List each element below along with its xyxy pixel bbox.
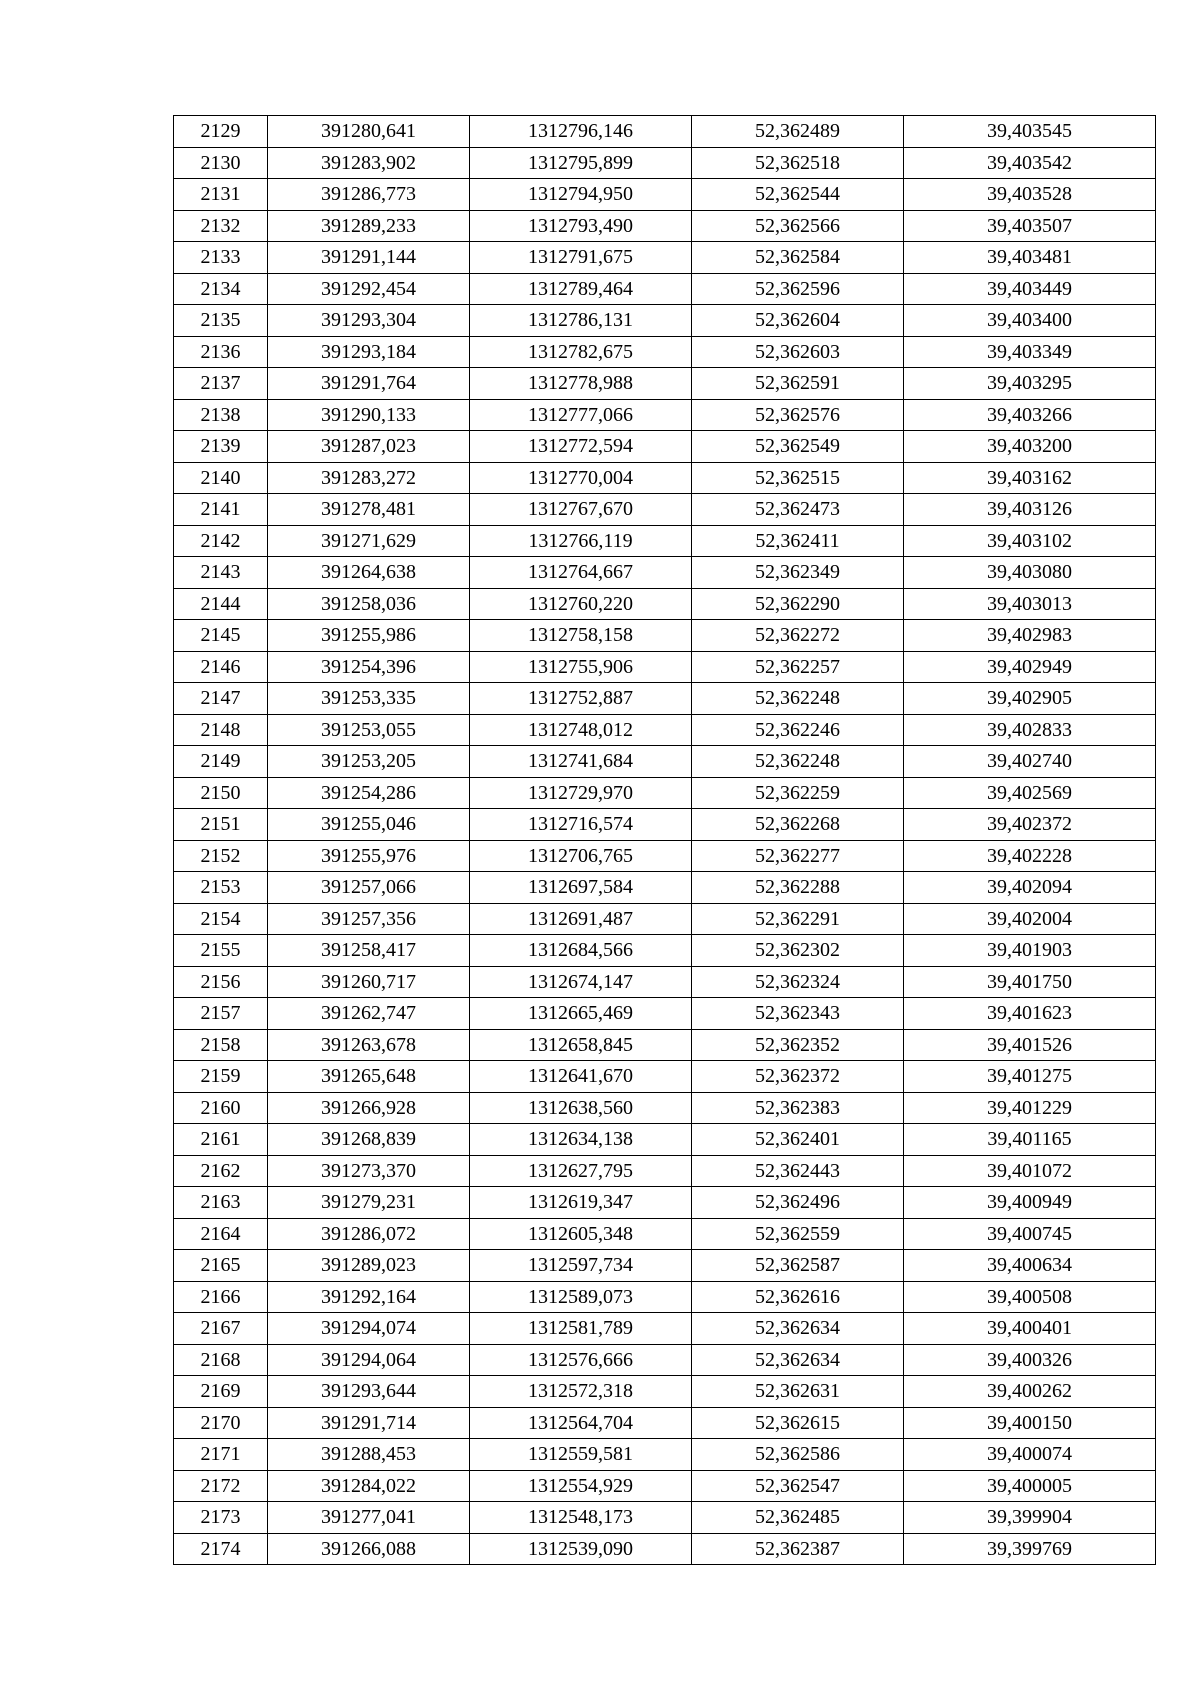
- latitude-cell: 52,362566: [692, 210, 904, 242]
- table-row: [174, 966, 1156, 998]
- point-number-cell: 2146: [174, 651, 268, 683]
- x-coordinate-cell: 391254,396: [268, 651, 470, 683]
- x-coordinate-cell: 391293,184: [268, 336, 470, 368]
- y-coordinate-cell: 1312684,566: [470, 935, 692, 967]
- longitude-cell: 39,400262: [904, 1376, 1156, 1408]
- longitude-cell: 39,400745: [904, 1218, 1156, 1250]
- latitude-cell: 52,362443: [692, 1155, 904, 1187]
- latitude-cell: 52,362343: [692, 998, 904, 1030]
- longitude-cell: 39,402949: [904, 651, 1156, 683]
- y-coordinate-cell: 1312786,131: [470, 305, 692, 337]
- table-row: [174, 273, 1156, 305]
- longitude-cell: 39,401275: [904, 1061, 1156, 1093]
- x-coordinate-cell: 391257,356: [268, 903, 470, 935]
- y-coordinate-cell: 1312758,158: [470, 620, 692, 652]
- x-coordinate-cell: 391291,714: [268, 1407, 470, 1439]
- latitude-cell: 52,362604: [692, 305, 904, 337]
- table-row: [174, 777, 1156, 809]
- x-coordinate-cell: 391290,133: [268, 399, 470, 431]
- point-number-cell: 2150: [174, 777, 268, 809]
- longitude-cell: 39,403200: [904, 431, 1156, 463]
- table-row: [174, 1407, 1156, 1439]
- table-row: [174, 525, 1156, 557]
- point-number-cell: 2143: [174, 557, 268, 589]
- point-number-cell: 2154: [174, 903, 268, 935]
- x-coordinate-cell: 391265,648: [268, 1061, 470, 1093]
- table-row: [174, 116, 1156, 148]
- longitude-cell: 39,400508: [904, 1281, 1156, 1313]
- latitude-cell: 52,362518: [692, 147, 904, 179]
- x-coordinate-cell: 391289,023: [268, 1250, 470, 1282]
- point-number-cell: 2151: [174, 809, 268, 841]
- table-row: [174, 1313, 1156, 1345]
- table-row: [174, 651, 1156, 683]
- longitude-cell: 39,403449: [904, 273, 1156, 305]
- table-row: [174, 1124, 1156, 1156]
- longitude-cell: 39,403162: [904, 462, 1156, 494]
- y-coordinate-cell: 1312554,929: [470, 1470, 692, 1502]
- longitude-cell: 39,402905: [904, 683, 1156, 715]
- longitude-cell: 39,401623: [904, 998, 1156, 1030]
- longitude-cell: 39,402228: [904, 840, 1156, 872]
- y-coordinate-cell: 1312782,675: [470, 336, 692, 368]
- longitude-cell: 39,401526: [904, 1029, 1156, 1061]
- table-row: [174, 1344, 1156, 1376]
- y-coordinate-cell: 1312767,670: [470, 494, 692, 526]
- latitude-cell: 52,362576: [692, 399, 904, 431]
- y-coordinate-cell: 1312597,734: [470, 1250, 692, 1282]
- longitude-cell: 39,403080: [904, 557, 1156, 589]
- x-coordinate-cell: 391293,644: [268, 1376, 470, 1408]
- x-coordinate-cell: 391254,286: [268, 777, 470, 809]
- latitude-cell: 52,362549: [692, 431, 904, 463]
- table-row: [174, 1218, 1156, 1250]
- longitude-cell: 39,403102: [904, 525, 1156, 557]
- longitude-cell: 39,400074: [904, 1439, 1156, 1471]
- table-row: [174, 1155, 1156, 1187]
- latitude-cell: 52,362246: [692, 714, 904, 746]
- point-number-cell: 2173: [174, 1502, 268, 1534]
- y-coordinate-cell: 1312691,487: [470, 903, 692, 935]
- longitude-cell: 39,403013: [904, 588, 1156, 620]
- longitude-cell: 39,401072: [904, 1155, 1156, 1187]
- longitude-cell: 39,400949: [904, 1187, 1156, 1219]
- x-coordinate-cell: 391253,055: [268, 714, 470, 746]
- table-row: [174, 1470, 1156, 1502]
- x-coordinate-cell: 391294,064: [268, 1344, 470, 1376]
- table-row: [174, 1187, 1156, 1219]
- point-number-cell: 2153: [174, 872, 268, 904]
- table-row: [174, 809, 1156, 841]
- longitude-cell: 39,402740: [904, 746, 1156, 778]
- point-number-cell: 2142: [174, 525, 268, 557]
- y-coordinate-cell: 1312777,066: [470, 399, 692, 431]
- x-coordinate-cell: 391292,454: [268, 273, 470, 305]
- y-coordinate-cell: 1312539,090: [470, 1533, 692, 1565]
- point-number-cell: 2152: [174, 840, 268, 872]
- latitude-cell: 52,362544: [692, 179, 904, 211]
- x-coordinate-cell: 391278,481: [268, 494, 470, 526]
- latitude-cell: 52,362372: [692, 1061, 904, 1093]
- y-coordinate-cell: 1312674,147: [470, 966, 692, 998]
- x-coordinate-cell: 391258,036: [268, 588, 470, 620]
- longitude-cell: 39,400401: [904, 1313, 1156, 1345]
- point-number-cell: 2140: [174, 462, 268, 494]
- point-number-cell: 2147: [174, 683, 268, 715]
- x-coordinate-cell: 391294,074: [268, 1313, 470, 1345]
- point-number-cell: 2134: [174, 273, 268, 305]
- point-number-cell: 2174: [174, 1533, 268, 1565]
- y-coordinate-cell: 1312658,845: [470, 1029, 692, 1061]
- table-row: [174, 1376, 1156, 1408]
- table-row: [174, 431, 1156, 463]
- table-row: [174, 557, 1156, 589]
- latitude-cell: 52,362615: [692, 1407, 904, 1439]
- latitude-cell: 52,362291: [692, 903, 904, 935]
- longitude-cell: 39,402094: [904, 872, 1156, 904]
- latitude-cell: 52,362489: [692, 116, 904, 148]
- point-number-cell: 2156: [174, 966, 268, 998]
- x-coordinate-cell: 391271,629: [268, 525, 470, 557]
- longitude-cell: 39,403266: [904, 399, 1156, 431]
- y-coordinate-cell: 1312641,670: [470, 1061, 692, 1093]
- point-number-cell: 2144: [174, 588, 268, 620]
- x-coordinate-cell: 391277,041: [268, 1502, 470, 1534]
- x-coordinate-cell: 391286,773: [268, 179, 470, 211]
- y-coordinate-cell: 1312791,675: [470, 242, 692, 274]
- longitude-cell: 39,400326: [904, 1344, 1156, 1376]
- point-number-cell: 2145: [174, 620, 268, 652]
- point-number-cell: 2132: [174, 210, 268, 242]
- latitude-cell: 52,362352: [692, 1029, 904, 1061]
- x-coordinate-cell: 391287,023: [268, 431, 470, 463]
- table-row: [174, 1061, 1156, 1093]
- table-row: [174, 903, 1156, 935]
- longitude-cell: 39,401903: [904, 935, 1156, 967]
- y-coordinate-cell: 1312638,560: [470, 1092, 692, 1124]
- table-row: [174, 714, 1156, 746]
- longitude-cell: 39,403545: [904, 116, 1156, 148]
- latitude-cell: 52,362268: [692, 809, 904, 841]
- longitude-cell: 39,401750: [904, 966, 1156, 998]
- point-number-cell: 2164: [174, 1218, 268, 1250]
- latitude-cell: 52,362587: [692, 1250, 904, 1282]
- y-coordinate-cell: 1312716,574: [470, 809, 692, 841]
- y-coordinate-cell: 1312778,988: [470, 368, 692, 400]
- table-row: [174, 746, 1156, 778]
- latitude-cell: 52,362473: [692, 494, 904, 526]
- longitude-cell: 39,401229: [904, 1092, 1156, 1124]
- point-number-cell: 2135: [174, 305, 268, 337]
- x-coordinate-cell: 391253,335: [268, 683, 470, 715]
- latitude-cell: 52,362277: [692, 840, 904, 872]
- point-number-cell: 2131: [174, 179, 268, 211]
- table-row: [174, 1281, 1156, 1313]
- y-coordinate-cell: 1312741,684: [470, 746, 692, 778]
- latitude-cell: 52,362634: [692, 1313, 904, 1345]
- longitude-cell: 39,399769: [904, 1533, 1156, 1565]
- y-coordinate-cell: 1312796,146: [470, 116, 692, 148]
- table-row: [174, 305, 1156, 337]
- table-row: [174, 1502, 1156, 1534]
- x-coordinate-cell: 391255,046: [268, 809, 470, 841]
- latitude-cell: 52,362411: [692, 525, 904, 557]
- y-coordinate-cell: 1312793,490: [470, 210, 692, 242]
- table-row: [174, 210, 1156, 242]
- longitude-cell: 39,403507: [904, 210, 1156, 242]
- latitude-cell: 52,362634: [692, 1344, 904, 1376]
- coordinates-table: [173, 115, 1156, 1565]
- x-coordinate-cell: 391266,088: [268, 1533, 470, 1565]
- y-coordinate-cell: 1312589,073: [470, 1281, 692, 1313]
- y-coordinate-cell: 1312605,348: [470, 1218, 692, 1250]
- latitude-cell: 52,362383: [692, 1092, 904, 1124]
- point-number-cell: 2149: [174, 746, 268, 778]
- longitude-cell: 39,402569: [904, 777, 1156, 809]
- latitude-cell: 52,362259: [692, 777, 904, 809]
- point-number-cell: 2169: [174, 1376, 268, 1408]
- x-coordinate-cell: 391279,231: [268, 1187, 470, 1219]
- y-coordinate-cell: 1312772,594: [470, 431, 692, 463]
- point-number-cell: 2138: [174, 399, 268, 431]
- latitude-cell: 52,362349: [692, 557, 904, 589]
- point-number-cell: 2172: [174, 1470, 268, 1502]
- point-number-cell: 2166: [174, 1281, 268, 1313]
- y-coordinate-cell: 1312789,464: [470, 273, 692, 305]
- point-number-cell: 2137: [174, 368, 268, 400]
- y-coordinate-cell: 1312564,704: [470, 1407, 692, 1439]
- coordinates-table-body: [174, 116, 1156, 1565]
- y-coordinate-cell: 1312706,765: [470, 840, 692, 872]
- y-coordinate-cell: 1312795,899: [470, 147, 692, 179]
- latitude-cell: 52,362603: [692, 336, 904, 368]
- y-coordinate-cell: 1312770,004: [470, 462, 692, 494]
- latitude-cell: 52,362559: [692, 1218, 904, 1250]
- table-row: [174, 336, 1156, 368]
- latitude-cell: 52,362288: [692, 872, 904, 904]
- x-coordinate-cell: 391266,928: [268, 1092, 470, 1124]
- table-row: [174, 179, 1156, 211]
- x-coordinate-cell: 391291,144: [268, 242, 470, 274]
- point-number-cell: 2160: [174, 1092, 268, 1124]
- x-coordinate-cell: 391255,976: [268, 840, 470, 872]
- latitude-cell: 52,362547: [692, 1470, 904, 1502]
- y-coordinate-cell: 1312752,887: [470, 683, 692, 715]
- y-coordinate-cell: 1312794,950: [470, 179, 692, 211]
- point-number-cell: 2168: [174, 1344, 268, 1376]
- table-row: [174, 1439, 1156, 1471]
- x-coordinate-cell: 391289,233: [268, 210, 470, 242]
- x-coordinate-cell: 391284,022: [268, 1470, 470, 1502]
- point-number-cell: 2159: [174, 1061, 268, 1093]
- x-coordinate-cell: 391291,764: [268, 368, 470, 400]
- longitude-cell: 39,399904: [904, 1502, 1156, 1534]
- y-coordinate-cell: 1312634,138: [470, 1124, 692, 1156]
- point-number-cell: 2167: [174, 1313, 268, 1345]
- latitude-cell: 52,362485: [692, 1502, 904, 1534]
- longitude-cell: 39,403400: [904, 305, 1156, 337]
- latitude-cell: 52,362257: [692, 651, 904, 683]
- point-number-cell: 2165: [174, 1250, 268, 1282]
- x-coordinate-cell: 391258,417: [268, 935, 470, 967]
- point-number-cell: 2155: [174, 935, 268, 967]
- x-coordinate-cell: 391283,902: [268, 147, 470, 179]
- y-coordinate-cell: 1312697,584: [470, 872, 692, 904]
- latitude-cell: 52,362302: [692, 935, 904, 967]
- longitude-cell: 39,403542: [904, 147, 1156, 179]
- point-number-cell: 2170: [174, 1407, 268, 1439]
- longitude-cell: 39,402833: [904, 714, 1156, 746]
- y-coordinate-cell: 1312755,906: [470, 651, 692, 683]
- latitude-cell: 52,362272: [692, 620, 904, 652]
- longitude-cell: 39,402004: [904, 903, 1156, 935]
- x-coordinate-cell: 391286,072: [268, 1218, 470, 1250]
- latitude-cell: 52,362387: [692, 1533, 904, 1565]
- longitude-cell: 39,403528: [904, 179, 1156, 211]
- table-row: [174, 872, 1156, 904]
- y-coordinate-cell: 1312627,795: [470, 1155, 692, 1187]
- longitude-cell: 39,400150: [904, 1407, 1156, 1439]
- longitude-cell: 39,400634: [904, 1250, 1156, 1282]
- table-row: [174, 1250, 1156, 1282]
- y-coordinate-cell: 1312576,666: [470, 1344, 692, 1376]
- x-coordinate-cell: 391257,066: [268, 872, 470, 904]
- point-number-cell: 2129: [174, 116, 268, 148]
- x-coordinate-cell: 391264,638: [268, 557, 470, 589]
- table-row: [174, 840, 1156, 872]
- longitude-cell: 39,400005: [904, 1470, 1156, 1502]
- x-coordinate-cell: 391260,717: [268, 966, 470, 998]
- y-coordinate-cell: 1312729,970: [470, 777, 692, 809]
- y-coordinate-cell: 1312665,469: [470, 998, 692, 1030]
- point-number-cell: 2158: [174, 1029, 268, 1061]
- latitude-cell: 52,362401: [692, 1124, 904, 1156]
- y-coordinate-cell: 1312748,012: [470, 714, 692, 746]
- longitude-cell: 39,403295: [904, 368, 1156, 400]
- table-row: [174, 620, 1156, 652]
- longitude-cell: 39,402372: [904, 809, 1156, 841]
- latitude-cell: 52,362586: [692, 1439, 904, 1471]
- table-row: [174, 588, 1156, 620]
- longitude-cell: 39,401165: [904, 1124, 1156, 1156]
- point-number-cell: 2148: [174, 714, 268, 746]
- latitude-cell: 52,362248: [692, 746, 904, 778]
- table-row: [174, 683, 1156, 715]
- point-number-cell: 2139: [174, 431, 268, 463]
- x-coordinate-cell: 391255,986: [268, 620, 470, 652]
- latitude-cell: 52,362584: [692, 242, 904, 274]
- x-coordinate-cell: 391293,304: [268, 305, 470, 337]
- y-coordinate-cell: 1312548,173: [470, 1502, 692, 1534]
- y-coordinate-cell: 1312760,220: [470, 588, 692, 620]
- latitude-cell: 52,362324: [692, 966, 904, 998]
- point-number-cell: 2130: [174, 147, 268, 179]
- longitude-cell: 39,402983: [904, 620, 1156, 652]
- longitude-cell: 39,403126: [904, 494, 1156, 526]
- latitude-cell: 52,362631: [692, 1376, 904, 1408]
- table-row: [174, 1533, 1156, 1565]
- y-coordinate-cell: 1312572,318: [470, 1376, 692, 1408]
- x-coordinate-cell: 391283,272: [268, 462, 470, 494]
- point-number-cell: 2162: [174, 1155, 268, 1187]
- x-coordinate-cell: 391280,641: [268, 116, 470, 148]
- table-row: [174, 1092, 1156, 1124]
- table-row: [174, 242, 1156, 274]
- point-number-cell: 2133: [174, 242, 268, 274]
- table-row: [174, 1029, 1156, 1061]
- table-row: [174, 935, 1156, 967]
- y-coordinate-cell: 1312764,667: [470, 557, 692, 589]
- x-coordinate-cell: 391262,747: [268, 998, 470, 1030]
- x-coordinate-cell: 391253,205: [268, 746, 470, 778]
- y-coordinate-cell: 1312619,347: [470, 1187, 692, 1219]
- point-number-cell: 2157: [174, 998, 268, 1030]
- longitude-cell: 39,403349: [904, 336, 1156, 368]
- point-number-cell: 2171: [174, 1439, 268, 1471]
- table-row: [174, 462, 1156, 494]
- x-coordinate-cell: 391288,453: [268, 1439, 470, 1471]
- x-coordinate-cell: 391263,678: [268, 1029, 470, 1061]
- x-coordinate-cell: 391292,164: [268, 1281, 470, 1313]
- latitude-cell: 52,362591: [692, 368, 904, 400]
- y-coordinate-cell: 1312559,581: [470, 1439, 692, 1471]
- latitude-cell: 52,362515: [692, 462, 904, 494]
- longitude-cell: 39,403481: [904, 242, 1156, 274]
- latitude-cell: 52,362596: [692, 273, 904, 305]
- point-number-cell: 2161: [174, 1124, 268, 1156]
- table-row: [174, 147, 1156, 179]
- table-row: [174, 368, 1156, 400]
- y-coordinate-cell: 1312766,119: [470, 525, 692, 557]
- y-coordinate-cell: 1312581,789: [470, 1313, 692, 1345]
- latitude-cell: 52,362616: [692, 1281, 904, 1313]
- point-number-cell: 2141: [174, 494, 268, 526]
- latitude-cell: 52,362496: [692, 1187, 904, 1219]
- latitude-cell: 52,362290: [692, 588, 904, 620]
- table-row: [174, 494, 1156, 526]
- table-row: [174, 998, 1156, 1030]
- x-coordinate-cell: 391273,370: [268, 1155, 470, 1187]
- table-row: [174, 399, 1156, 431]
- latitude-cell: 52,362248: [692, 683, 904, 715]
- x-coordinate-cell: 391268,839: [268, 1124, 470, 1156]
- point-number-cell: 2136: [174, 336, 268, 368]
- point-number-cell: 2163: [174, 1187, 268, 1219]
